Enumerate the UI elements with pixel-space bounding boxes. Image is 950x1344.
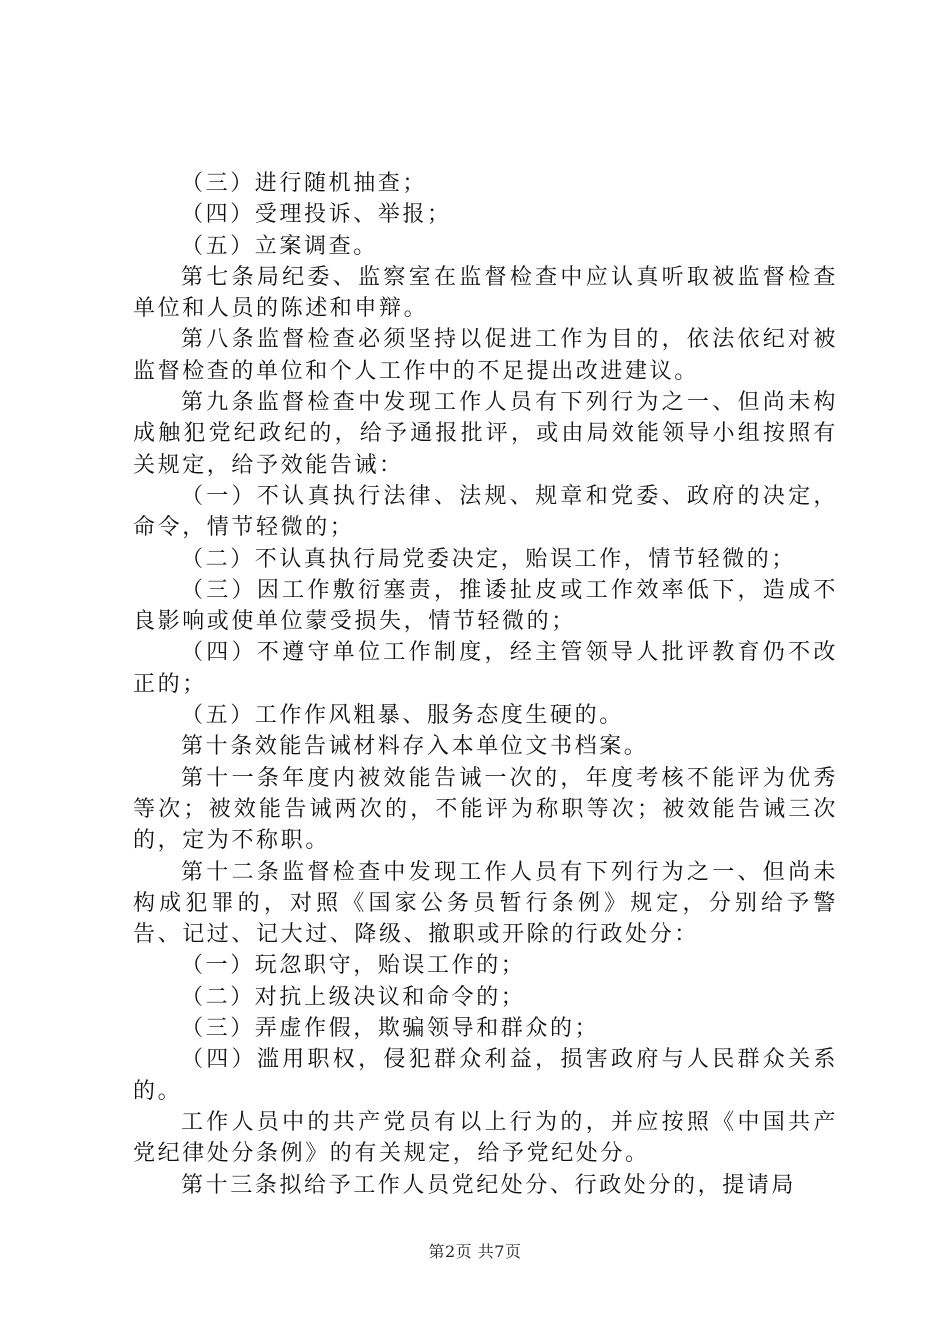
paragraph-article-10: 第十条效能告诫材料存入本单位文书档案。: [181, 734, 649, 760]
paragraph-article-11: 第十一条年度内被效能告诫一次的，年度考核不能评为优秀等次；被效能告诫两次的，不能评为称职等次；被效能告诫三次的，定为不称职。: [133, 765, 838, 854]
paragraph-item: （二）对抗上级决议和命令的；: [181, 984, 526, 1010]
paragraph-item: （三）因工作敷衍塞责，推诿扯皮或工作效率低下，造成不良影响或使单位蒙受损失，情节轻微的；: [133, 577, 838, 635]
document-body: [133, 168, 838, 1201]
paragraph-item: （四）滥用职权，侵犯群众利益，损害政府与人民群众关系的。: [133, 1047, 838, 1104]
paragraph-article-9: 第九条监督检查中发现工作人员有下列行为之一、但尚未构成触犯党纪政纪的，给予通报批评，或由局效能领导小组按照有关规定，给予效能告诫：: [133, 390, 838, 478]
paragraph-item: （五）工作作风粗暴、服务态度生硬的。: [181, 703, 624, 729]
paragraph-item: （五）立案调查。: [181, 233, 378, 259]
paragraph-article-7: 第七条局纪委、监察室在监督检查中应认真听取被监督检查单位和人员的陈述和申辩。: [133, 264, 838, 322]
paragraph-party-members: 工作人员中的共产党员有以上行为的，并应按照《中国共产党纪律处分条例》的有关规定，给予党纪处分。: [133, 1109, 838, 1167]
paragraph-item: （一）玩忽职守，贻误工作的；: [181, 953, 526, 979]
paragraph-item: （四）不遵守单位工作制度，经主管领导人批评教育仍不改正的；: [133, 640, 838, 697]
paragraph-item: （三）进行随机抽查；: [181, 171, 428, 196]
paragraph-item: （四）受理投诉、举报；: [181, 202, 452, 228]
paragraph-article-8: 第八条监督检查必须坚持以促进工作为目的，依法依纪对被监督检查的单位和个人工作中的不足提出改进建议。: [133, 327, 838, 384]
paragraph-item: （三）弄虚作假，欺骗领导和群众的；: [181, 1016, 600, 1042]
paragraph-item: （二）不认真执行局党委决定，贻误工作，情节轻微的；: [181, 546, 797, 572]
paragraph-article-13: 第十三条拟给予工作人员党纪处分、行政处分的，提请局: [181, 1172, 797, 1198]
paragraph-item: （一）不认真执行法律、法规、规章和党委、政府的决定，命令，情节轻微的；: [133, 483, 838, 541]
paragraph-article-12: 第十二条监督检查中发现工作人员有下列行为之一、但尚未构成犯罪的，对照《国家公务员暂行条例》规定，分别给予警告、记过、记大过、降级、撤职或开除的行政处分：: [133, 859, 838, 948]
page-number-footer: 第2页 共7页: [428, 1242, 522, 1261]
